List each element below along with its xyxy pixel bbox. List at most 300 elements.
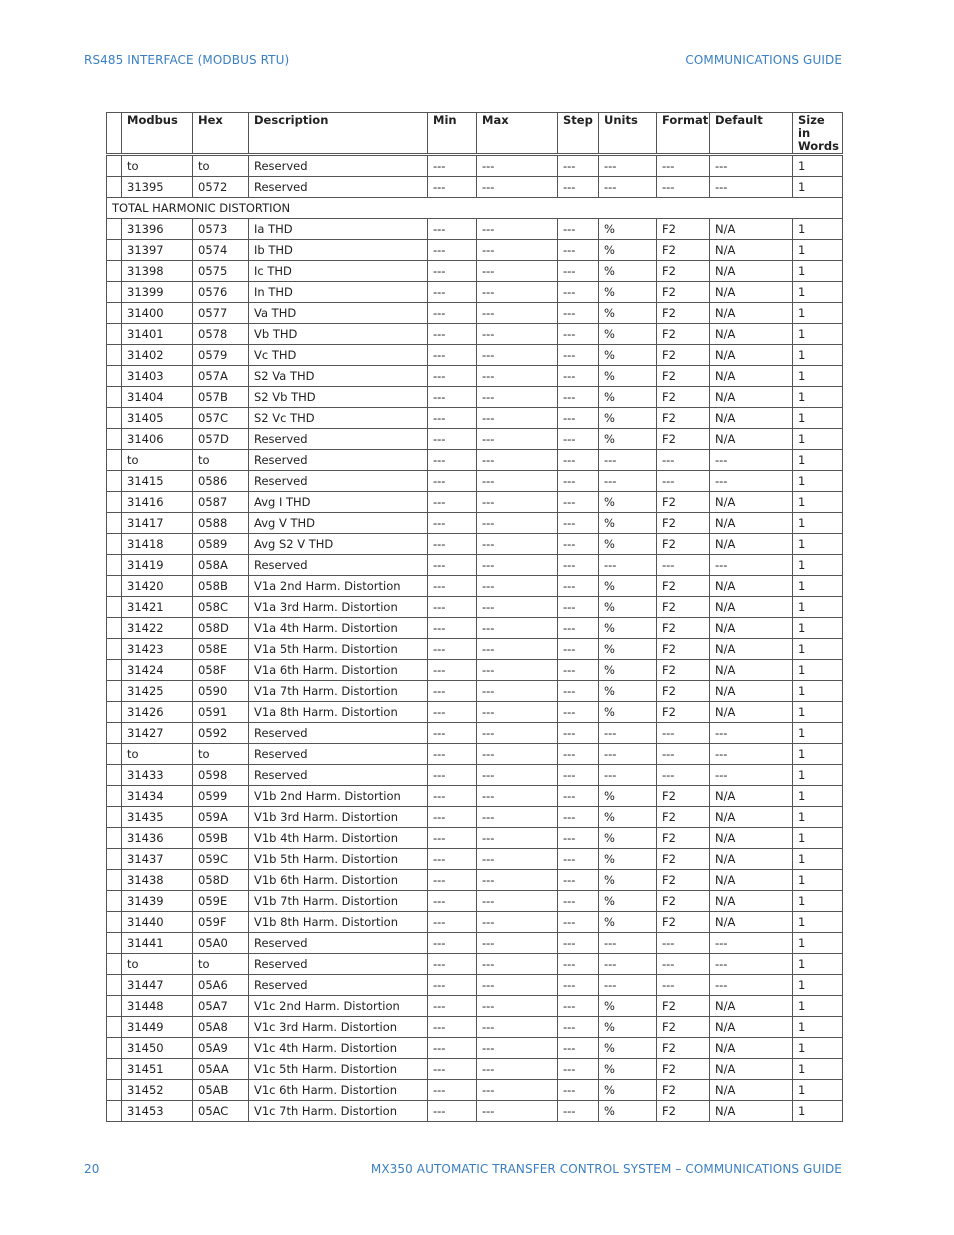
- table-cell: ---: [599, 975, 657, 996]
- table-cell: N/A: [710, 219, 793, 240]
- margin-cell: [107, 786, 122, 807]
- table-cell: to: [193, 744, 249, 765]
- table-cell: 1: [793, 744, 843, 765]
- table-cell: 31424: [122, 660, 193, 681]
- table-cell: ---: [477, 1101, 558, 1122]
- table-cell: ---: [558, 954, 599, 975]
- table-cell: S2 Vc THD: [249, 408, 428, 429]
- column-header: Step: [558, 113, 599, 155]
- table-cell: %: [599, 1017, 657, 1038]
- table-cell: ---: [477, 303, 558, 324]
- table-cell: Reserved: [249, 450, 428, 471]
- table-cell: 1: [793, 450, 843, 471]
- table-cell: ---: [477, 155, 558, 177]
- table-cell: F2: [657, 1017, 710, 1038]
- table-cell: ---: [558, 534, 599, 555]
- table-cell: %: [599, 429, 657, 450]
- table-cell: 31401: [122, 324, 193, 345]
- table-cell: ---: [558, 555, 599, 576]
- table-cell: ---: [428, 765, 477, 786]
- table-cell: ---: [599, 723, 657, 744]
- table-cell: 1: [793, 155, 843, 177]
- table-cell: F2: [657, 660, 710, 681]
- table-cell: 31433: [122, 765, 193, 786]
- table-cell: ---: [657, 450, 710, 471]
- table-cell: ---: [710, 177, 793, 198]
- table-cell: 1: [793, 555, 843, 576]
- table-cell: F2: [657, 597, 710, 618]
- table-cell: ---: [428, 597, 477, 618]
- table-cell: %: [599, 282, 657, 303]
- margin-cell: [107, 471, 122, 492]
- table-row: [107, 870, 843, 891]
- table-cell: ---: [428, 807, 477, 828]
- table-cell: ---: [428, 1059, 477, 1080]
- table-cell: %: [599, 996, 657, 1017]
- margin-cell: [107, 155, 122, 177]
- table-cell: 31420: [122, 576, 193, 597]
- table-cell: 0591: [193, 702, 249, 723]
- table-cell: %: [599, 324, 657, 345]
- table-cell: ---: [558, 1059, 599, 1080]
- table-cell: ---: [477, 618, 558, 639]
- table-cell: F2: [657, 240, 710, 261]
- running-header-guide: COMMUNICATIONS GUIDE: [685, 53, 842, 67]
- table-cell: ---: [477, 261, 558, 282]
- table-cell: ---: [657, 155, 710, 177]
- table-cell: Avg S2 V THD: [249, 534, 428, 555]
- table-cell: 1: [793, 618, 843, 639]
- table-cell: 059E: [193, 891, 249, 912]
- table-cell: 1: [793, 429, 843, 450]
- table-cell: 31404: [122, 387, 193, 408]
- table-cell: ---: [428, 261, 477, 282]
- table-cell: Reserved: [249, 744, 428, 765]
- table-row: [107, 471, 843, 492]
- table-cell: F2: [657, 387, 710, 408]
- table-cell: 1: [793, 1038, 843, 1059]
- table-cell: ---: [428, 618, 477, 639]
- table-cell: ---: [710, 723, 793, 744]
- table-cell: 058C: [193, 597, 249, 618]
- margin-cell: [107, 513, 122, 534]
- table-cell: N/A: [710, 639, 793, 660]
- table-row: [107, 954, 843, 975]
- table-cell: 05AB: [193, 1080, 249, 1101]
- table-cell: ---: [710, 555, 793, 576]
- table-cell: ---: [428, 933, 477, 954]
- table-cell: N/A: [710, 1080, 793, 1101]
- table-cell: %: [599, 828, 657, 849]
- table-cell: Reserved: [249, 933, 428, 954]
- table-row: [107, 324, 843, 345]
- table-cell: ---: [558, 303, 599, 324]
- table-cell: ---: [428, 891, 477, 912]
- table-cell: 0573: [193, 219, 249, 240]
- table-cell: ---: [657, 723, 710, 744]
- margin-cell: [107, 492, 122, 513]
- table-cell: ---: [477, 1059, 558, 1080]
- table-cell: V1b 7th Harm. Distortion: [249, 891, 428, 912]
- table-cell: 058A: [193, 555, 249, 576]
- table-cell: ---: [657, 933, 710, 954]
- column-header: Max: [477, 113, 558, 155]
- table-cell: ---: [477, 408, 558, 429]
- table-cell: ---: [477, 177, 558, 198]
- table-cell: 0579: [193, 345, 249, 366]
- table-row: [107, 702, 843, 723]
- table-cell: 1: [793, 912, 843, 933]
- table-cell: F2: [657, 534, 710, 555]
- table-cell: Vc THD: [249, 345, 428, 366]
- margin-cell: [107, 807, 122, 828]
- table-cell: N/A: [710, 576, 793, 597]
- table-cell: ---: [428, 702, 477, 723]
- margin-cell: [107, 681, 122, 702]
- table-cell: ---: [710, 471, 793, 492]
- table-cell: N/A: [710, 912, 793, 933]
- table-cell: 31417: [122, 513, 193, 534]
- table-cell: 058F: [193, 660, 249, 681]
- table-cell: ---: [558, 240, 599, 261]
- table-cell: 1: [793, 513, 843, 534]
- table-cell: 1: [793, 828, 843, 849]
- table-cell: ---: [477, 534, 558, 555]
- table-cell: F2: [657, 912, 710, 933]
- table-cell: F2: [657, 828, 710, 849]
- table-cell: ---: [599, 933, 657, 954]
- table-row: [107, 723, 843, 744]
- table-cell: ---: [428, 1080, 477, 1101]
- table-cell: 057A: [193, 366, 249, 387]
- table-cell: 0575: [193, 261, 249, 282]
- table-cell: 1: [793, 576, 843, 597]
- table-cell: to: [193, 155, 249, 177]
- table-cell: F2: [657, 1059, 710, 1080]
- table-cell: ---: [428, 345, 477, 366]
- table-cell: V1a 7th Harm. Distortion: [249, 681, 428, 702]
- table-cell: F2: [657, 996, 710, 1017]
- table-cell: ---: [558, 828, 599, 849]
- table-cell: V1b 4th Harm. Distortion: [249, 828, 428, 849]
- table-cell: 1: [793, 870, 843, 891]
- table-cell: %: [599, 639, 657, 660]
- table-cell: %: [599, 849, 657, 870]
- margin-cell: [107, 324, 122, 345]
- table-cell: ---: [558, 807, 599, 828]
- table-row: [107, 240, 843, 261]
- table-cell: Reserved: [249, 555, 428, 576]
- table-cell: ---: [558, 681, 599, 702]
- table-cell: ---: [477, 849, 558, 870]
- table-row: [107, 1017, 843, 1038]
- table-cell: ---: [428, 282, 477, 303]
- table-cell: ---: [477, 639, 558, 660]
- table-cell: to: [122, 155, 193, 177]
- table-cell: V1a 8th Harm. Distortion: [249, 702, 428, 723]
- table-cell: F2: [657, 492, 710, 513]
- table-cell: V1a 5th Harm. Distortion: [249, 639, 428, 660]
- table-cell: N/A: [710, 240, 793, 261]
- margin-cell: [107, 1017, 122, 1038]
- table-cell: %: [599, 1038, 657, 1059]
- table-cell: F2: [657, 408, 710, 429]
- margin-cell: [107, 954, 122, 975]
- table-cell: 0574: [193, 240, 249, 261]
- table-cell: 1: [793, 261, 843, 282]
- table-cell: ---: [477, 807, 558, 828]
- table-cell: ---: [477, 681, 558, 702]
- table-cell: ---: [428, 786, 477, 807]
- margin-cell: [107, 1101, 122, 1122]
- table-cell: 1: [793, 492, 843, 513]
- footer-document-title: MX350 AUTOMATIC TRANSFER CONTROL SYSTEM – COMMUNICATIONS GUIDE: [370, 1162, 842, 1176]
- table-row: [107, 408, 843, 429]
- table-cell: 05AA: [193, 1059, 249, 1080]
- table-cell: 1: [793, 975, 843, 996]
- table-cell: Reserved: [249, 429, 428, 450]
- table-cell: ---: [558, 324, 599, 345]
- margin-cell: [107, 303, 122, 324]
- table-cell: 0598: [193, 765, 249, 786]
- table-cell: 1: [793, 345, 843, 366]
- table-cell: Avg V THD: [249, 513, 428, 534]
- table-cell: 31403: [122, 366, 193, 387]
- table-cell: 31451: [122, 1059, 193, 1080]
- page-number: 20: [84, 1162, 100, 1176]
- table-cell: ---: [558, 786, 599, 807]
- table-cell: 31415: [122, 471, 193, 492]
- margin-cell: [107, 576, 122, 597]
- table-cell: Avg I THD: [249, 492, 428, 513]
- table-cell: F2: [657, 849, 710, 870]
- table-cell: ---: [599, 765, 657, 786]
- table-cell: ---: [710, 975, 793, 996]
- table-cell: to: [122, 744, 193, 765]
- table-cell: Ia THD: [249, 219, 428, 240]
- table-row: [107, 765, 843, 786]
- table-cell: 0599: [193, 786, 249, 807]
- table-cell: ---: [428, 219, 477, 240]
- table-cell: 059C: [193, 849, 249, 870]
- table-cell: ---: [558, 408, 599, 429]
- table-cell: %: [599, 366, 657, 387]
- table-cell: to: [193, 954, 249, 975]
- table-cell: ---: [477, 387, 558, 408]
- table-cell: 31405: [122, 408, 193, 429]
- table-cell: ---: [657, 555, 710, 576]
- table-cell: Reserved: [249, 471, 428, 492]
- table-cell: F2: [657, 576, 710, 597]
- margin-cell: [107, 639, 122, 660]
- table-cell: ---: [558, 1080, 599, 1101]
- table-cell: 0588: [193, 513, 249, 534]
- table-cell: 1: [793, 786, 843, 807]
- table-cell: ---: [710, 954, 793, 975]
- table-cell: 31450: [122, 1038, 193, 1059]
- table-cell: ---: [428, 513, 477, 534]
- table-cell: 057C: [193, 408, 249, 429]
- table-cell: ---: [428, 681, 477, 702]
- table-cell: 31439: [122, 891, 193, 912]
- table-cell: ---: [428, 660, 477, 681]
- table-cell: F2: [657, 1038, 710, 1059]
- table-cell: 1: [793, 471, 843, 492]
- table-cell: %: [599, 1101, 657, 1122]
- table-row: [107, 597, 843, 618]
- table-row: [107, 576, 843, 597]
- table-cell: ---: [428, 534, 477, 555]
- table-cell: ---: [477, 324, 558, 345]
- table-row: [107, 912, 843, 933]
- margin-cell: [107, 429, 122, 450]
- table-cell: 1: [793, 807, 843, 828]
- table-cell: F2: [657, 303, 710, 324]
- margin-header-cell: [107, 113, 122, 155]
- table-cell: Va THD: [249, 303, 428, 324]
- table-row: [107, 1038, 843, 1059]
- table-cell: 1: [793, 954, 843, 975]
- table-cell: F2: [657, 366, 710, 387]
- table-cell: ---: [477, 597, 558, 618]
- table-row: [107, 261, 843, 282]
- column-header: Min: [428, 113, 477, 155]
- table-cell: ---: [558, 1038, 599, 1059]
- table-cell: ---: [558, 513, 599, 534]
- table-cell: %: [599, 1059, 657, 1080]
- table-cell: 05A7: [193, 996, 249, 1017]
- table-cell: ---: [599, 155, 657, 177]
- table-cell: 0572: [193, 177, 249, 198]
- table-cell: to: [122, 954, 193, 975]
- table-cell: F2: [657, 702, 710, 723]
- margin-cell: [107, 765, 122, 786]
- table-cell: V1a 2nd Harm. Distortion: [249, 576, 428, 597]
- table-cell: %: [599, 912, 657, 933]
- table-cell: N/A: [710, 996, 793, 1017]
- table-cell: ---: [558, 387, 599, 408]
- table-cell: %: [599, 576, 657, 597]
- table-cell: ---: [558, 870, 599, 891]
- table-cell: V1b 8th Harm. Distortion: [249, 912, 428, 933]
- table-cell: Reserved: [249, 177, 428, 198]
- table-cell: ---: [558, 1017, 599, 1038]
- table-cell: Ib THD: [249, 240, 428, 261]
- table-cell: V1b 6th Harm. Distortion: [249, 870, 428, 891]
- table-row: [107, 513, 843, 534]
- table-cell: %: [599, 807, 657, 828]
- modbus-register-table: [106, 112, 843, 1122]
- table-cell: ---: [477, 723, 558, 744]
- table-cell: ---: [657, 975, 710, 996]
- table-cell: N/A: [710, 1059, 793, 1080]
- table-cell: 31425: [122, 681, 193, 702]
- table-cell: %: [599, 870, 657, 891]
- table-cell: 1: [793, 387, 843, 408]
- table-cell: N/A: [710, 261, 793, 282]
- table-row: [107, 933, 843, 954]
- table-row: [107, 429, 843, 450]
- column-header: Size in Words: [793, 113, 843, 155]
- table-cell: ---: [710, 744, 793, 765]
- table-cell: ---: [477, 366, 558, 387]
- table-cell: ---: [428, 1017, 477, 1038]
- column-header: Default: [710, 113, 793, 155]
- table-cell: ---: [558, 639, 599, 660]
- table-cell: Reserved: [249, 954, 428, 975]
- table-cell: N/A: [710, 324, 793, 345]
- table-cell: N/A: [710, 1101, 793, 1122]
- table-cell: ---: [477, 1038, 558, 1059]
- margin-cell: [107, 744, 122, 765]
- table-row: [107, 219, 843, 240]
- table-cell: ---: [558, 492, 599, 513]
- table-cell: F2: [657, 786, 710, 807]
- table-cell: F2: [657, 429, 710, 450]
- table-row: [107, 681, 843, 702]
- table-cell: ---: [428, 954, 477, 975]
- table-cell: 31399: [122, 282, 193, 303]
- table-cell: %: [599, 408, 657, 429]
- table-cell: S2 Va THD: [249, 366, 428, 387]
- table-cell: 1: [793, 534, 843, 555]
- table-cell: F2: [657, 282, 710, 303]
- table-cell: 31397: [122, 240, 193, 261]
- table-cell: S2 Vb THD: [249, 387, 428, 408]
- table-cell: 1: [793, 996, 843, 1017]
- table-cell: 31416: [122, 492, 193, 513]
- table-cell: N/A: [710, 513, 793, 534]
- table-cell: %: [599, 303, 657, 324]
- table-cell: ---: [477, 933, 558, 954]
- table-cell: ---: [428, 1101, 477, 1122]
- table-cell: 05A8: [193, 1017, 249, 1038]
- margin-cell: [107, 261, 122, 282]
- table-cell: N/A: [710, 828, 793, 849]
- section-row: [107, 198, 843, 219]
- table-cell: ---: [558, 576, 599, 597]
- table-cell: ---: [477, 471, 558, 492]
- table-cell: N/A: [710, 849, 793, 870]
- table-row: [107, 744, 843, 765]
- table-cell: N/A: [710, 597, 793, 618]
- table-cell: N/A: [710, 870, 793, 891]
- table-cell: to: [122, 450, 193, 471]
- table-cell: ---: [477, 744, 558, 765]
- table-cell: Ic THD: [249, 261, 428, 282]
- table-cell: ---: [428, 303, 477, 324]
- table-cell: V1c 2nd Harm. Distortion: [249, 996, 428, 1017]
- table-cell: ---: [477, 954, 558, 975]
- table-cell: 1: [793, 681, 843, 702]
- table-cell: 1: [793, 408, 843, 429]
- table-cell: N/A: [710, 891, 793, 912]
- table-cell: 31422: [122, 618, 193, 639]
- table-cell: 0578: [193, 324, 249, 345]
- margin-cell: [107, 366, 122, 387]
- margin-cell: [107, 1080, 122, 1101]
- table-cell: ---: [477, 450, 558, 471]
- table-cell: ---: [657, 765, 710, 786]
- table-cell: 1: [793, 324, 843, 345]
- table-cell: Vb THD: [249, 324, 428, 345]
- table-cell: ---: [477, 660, 558, 681]
- table-cell: 0577: [193, 303, 249, 324]
- table-cell: 1: [793, 765, 843, 786]
- table-cell: F2: [657, 261, 710, 282]
- table-cell: ---: [428, 576, 477, 597]
- margin-cell: [107, 849, 122, 870]
